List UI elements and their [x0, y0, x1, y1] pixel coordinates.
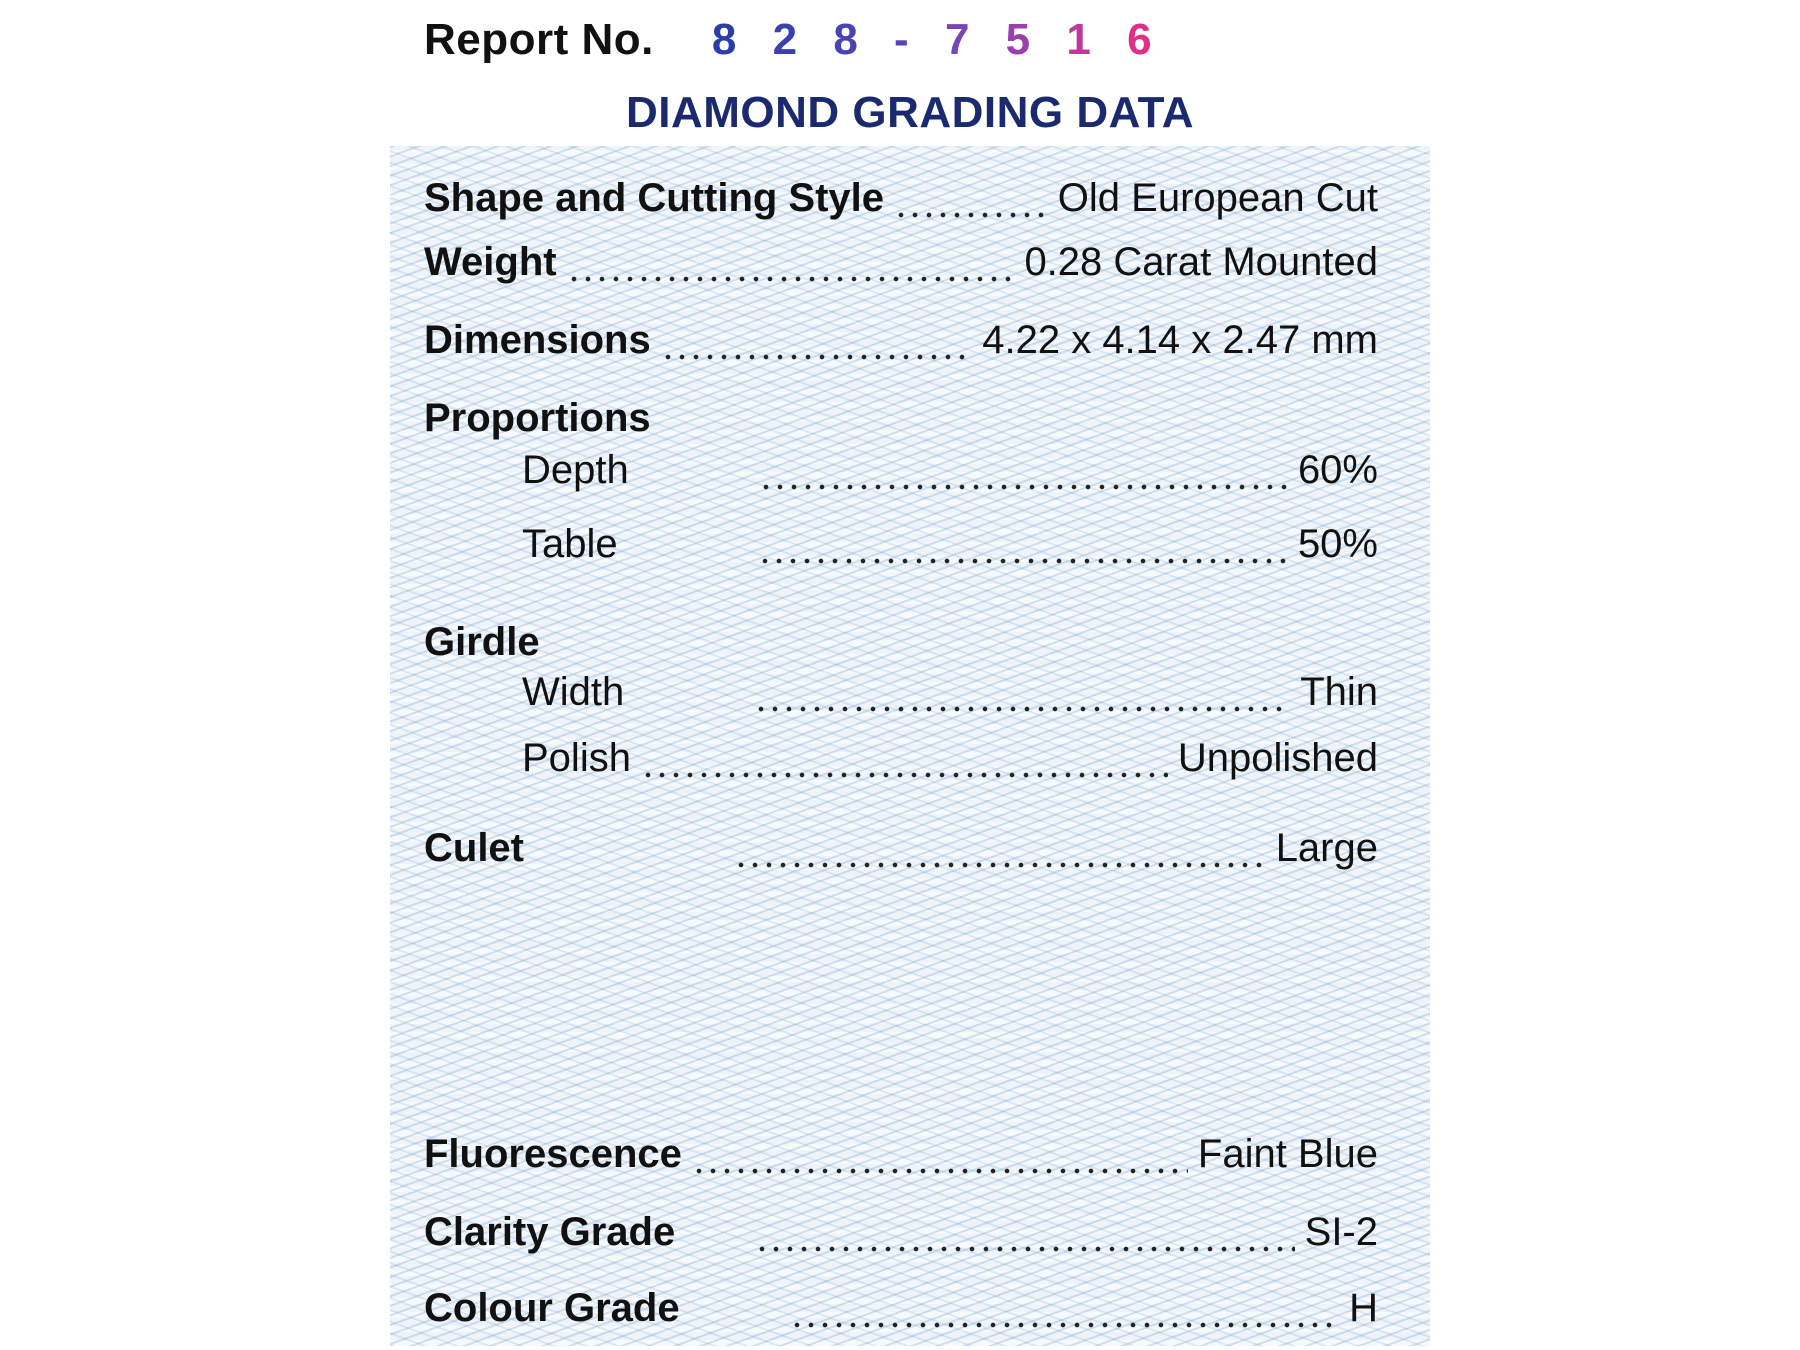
field-value: Faint Blue: [1197, 1131, 1378, 1176]
field-label: Shape and Cutting Style: [424, 175, 885, 220]
field-label: Width: [522, 669, 625, 714]
report-number-label: Report No.: [424, 15, 654, 64]
report-digit: 2: [772, 15, 810, 64]
field-label: Depth: [522, 447, 629, 492]
field-label: Clarity Grade: [424, 1209, 676, 1254]
report-digit: -: [894, 15, 921, 64]
report-digit: 5: [1005, 15, 1043, 64]
field-value: Thin: [1300, 669, 1378, 714]
dot-leader: [790, 1288, 1340, 1328]
report-number-line: [424, 10, 1164, 70]
field-culet: [424, 820, 1378, 876]
field-table: [424, 516, 1378, 572]
field-value: H: [1349, 1285, 1378, 1330]
field-fluorescence: [424, 1126, 1378, 1182]
field-value: Large: [1275, 825, 1378, 870]
dot-leader: [755, 1212, 1294, 1252]
report-digit: 8: [833, 15, 870, 64]
field-label: Fluorescence: [424, 1131, 682, 1176]
field-value: Old European Cut: [1057, 175, 1378, 220]
field-value: 60%: [1297, 447, 1378, 492]
field-label: Culet: [424, 825, 524, 870]
field-label: Colour Grade: [424, 1285, 680, 1330]
dot-leader: [759, 450, 1288, 490]
section-heading-girdle: Girdle: [424, 619, 540, 664]
section-heading-proportions: Proportions: [424, 395, 651, 440]
field-value: 0.28 Carat Mounted: [1024, 239, 1378, 284]
field-value: 4.22 x 4.14 x 2.47 mm: [982, 317, 1378, 362]
document-title-text: DIAMOND GRADING DATA: [625, 88, 1195, 137]
field-depth: [424, 442, 1378, 498]
dot-leader: [754, 672, 1290, 712]
field-girdle-width: [424, 664, 1378, 720]
field-label: Dimensions: [424, 317, 651, 362]
field-value: Unpolished: [1177, 735, 1378, 780]
field-shape: [424, 170, 1378, 226]
dot-leader: [692, 1134, 1188, 1174]
dot-leader: [758, 524, 1288, 564]
field-weight: [424, 234, 1378, 290]
report-digit: 7: [944, 15, 982, 64]
dot-leader: [567, 242, 1015, 282]
field-colour-grade: [424, 1280, 1378, 1336]
field-label: Polish: [522, 735, 631, 780]
field-value: 50%: [1297, 521, 1378, 566]
report-number-value: [712, 15, 1164, 65]
field-label: Table: [522, 521, 618, 566]
field-clarity-grade: [424, 1204, 1378, 1260]
dot-leader: [661, 320, 973, 360]
report-digit: 8: [711, 15, 749, 64]
field-label: Weight: [424, 239, 557, 284]
field-dimensions: [424, 312, 1378, 368]
report-digit: 6: [1127, 15, 1164, 64]
dot-leader: [641, 738, 1168, 778]
field-value: SI-2: [1304, 1209, 1378, 1254]
report-digit: 1: [1066, 15, 1103, 64]
dot-leader: [894, 178, 1048, 218]
field-girdle-polish: [424, 730, 1378, 786]
dot-leader: [734, 828, 1266, 868]
document-title: [0, 88, 1800, 138]
